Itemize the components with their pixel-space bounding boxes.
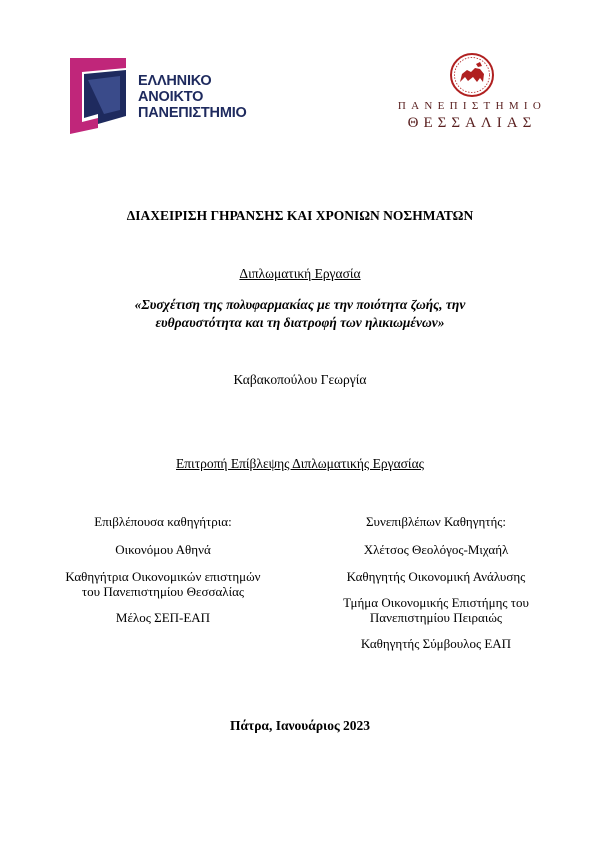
uth-logo bbox=[392, 52, 552, 132]
hou-emblem-icon bbox=[68, 58, 132, 134]
hou-line-2: ΑΝΟΙΚΤΟ bbox=[138, 89, 204, 105]
supervisor-name: Οικονόμου Αθηνά bbox=[115, 542, 211, 557]
place-date: Πάτρα, Ιανουάριος 2023 bbox=[229, 718, 371, 733]
cosupervisor-name: Χλέτσος Θεολόγος-Μιχαήλ bbox=[363, 542, 509, 557]
supervisor-extra: Μέλος ΣΕΠ-ΕΑΠ bbox=[115, 610, 211, 625]
hou-logo bbox=[68, 58, 258, 134]
committee-heading: Επιτροπή Επίβλεψης Διπλωματικής Εργασίας bbox=[176, 456, 424, 471]
hou-line-3: ΠΑΝΕΠΙΣΤΗΜΙΟ bbox=[138, 105, 247, 121]
cosupervisor-role: Συνεπιβλέπων Καθηγητής: bbox=[365, 514, 507, 529]
supervisor-role: Επιβλέπουσα καθηγήτρια: bbox=[94, 514, 232, 529]
supervisor-block bbox=[40, 514, 286, 634]
uth-seal-icon bbox=[447, 52, 497, 98]
thesis-title-line-1: «Συσχέτιση της πολυφαρμακίας με την ποιότητα ζωής, την bbox=[134, 297, 466, 312]
uth-name-line-1: ΠΑΝΕΠΙΣΤΗΜΙΟ bbox=[397, 100, 547, 112]
thesis-type: Διπλωματική Εργασία bbox=[239, 266, 361, 281]
author-name: Καβακοπούλου Γεωργία bbox=[233, 372, 367, 387]
program-title: ΔΙΑΧΕΙΡΙΣΗ ΓΗΡΑΝΣΗΣ ΚΑΙ ΧΡΟΝΙΩΝ ΝΟΣΗΜΑΤΩΝ bbox=[126, 208, 474, 223]
hou-wordmark bbox=[138, 73, 268, 121]
cosupervisor-block bbox=[316, 514, 556, 654]
thesis-title-line-2: ευθραυστότητα και τη διατροφή των ηλικιωμένων» bbox=[155, 315, 445, 330]
thesis-title bbox=[0, 296, 600, 332]
cosupervisor-title: Καθηγητής Οικονομική Ανάλυσης bbox=[346, 569, 526, 584]
hou-line-1: ΕΛΛΗΝΙΚΟ bbox=[138, 73, 212, 89]
uth-name-line-2: ΘΕΣΣΑΛΙΑΣ bbox=[407, 115, 537, 131]
supervisor-title-line-1: Καθηγήτρια Οικονομικών επιστημών bbox=[65, 569, 261, 584]
cosupervisor-dept-line-2: Πανεπιστημίου Πειραιώς bbox=[369, 610, 503, 625]
cosupervisor-dept-line-1: Τμήμα Οικονομικής Επιστήμης του bbox=[343, 595, 529, 610]
cosupervisor-extra: Καθηγητής Σύμβουλος ΕΑΠ bbox=[360, 636, 512, 651]
supervisor-title-line-2: του Πανεπιστημίου Θεσσαλίας bbox=[81, 584, 245, 599]
